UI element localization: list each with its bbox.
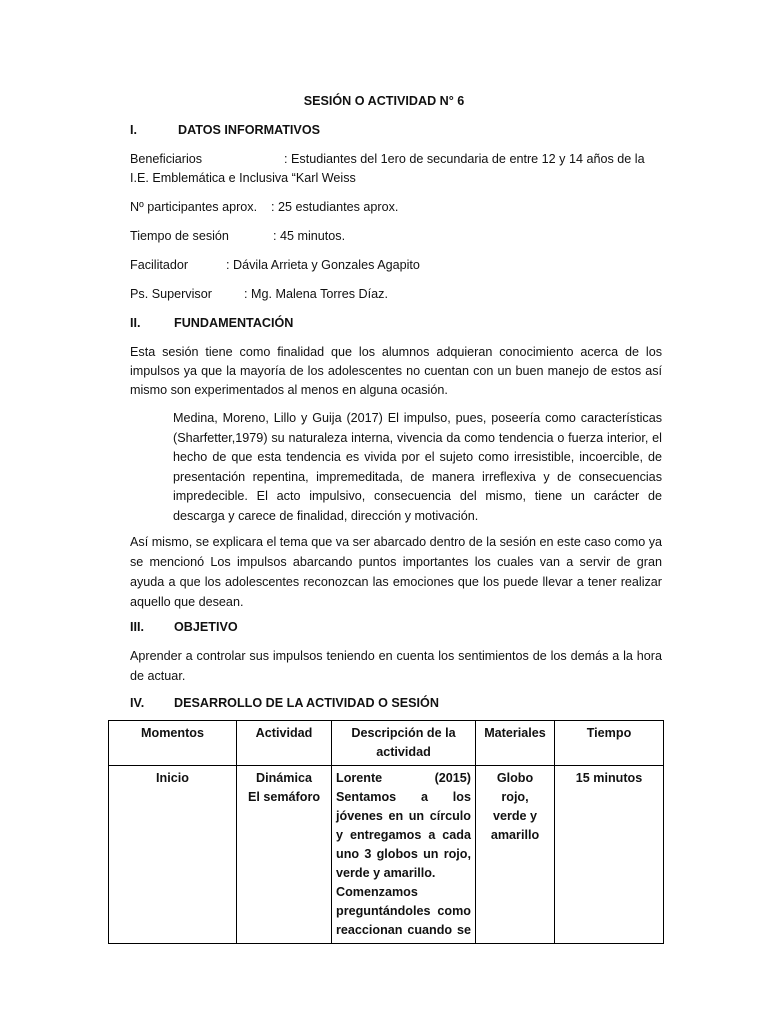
section-number: I.	[130, 123, 137, 137]
section-number: III.	[130, 620, 144, 634]
fundamentacion-paragraph-1: Esta sesión tiene como finalidad que los alumnos adquieran conocimiento acerca de los impulsos ya que la mayoría de los adolescentes no cuentan con un buen manejo de estos así mismo son experimentados al menos en alguna ocasión.	[130, 345, 662, 397]
table-row	[109, 766, 664, 944]
table-header-row	[109, 721, 664, 766]
descripcion-line: jóvenes en un círculo	[336, 809, 471, 823]
section-heading-fundamentacion	[130, 314, 650, 333]
descripcion-line: Sentamos a los	[336, 790, 471, 804]
header-tiempo: Tiempo	[555, 721, 664, 766]
document-title: SESIÓN O ACTIVIDAD N° 6	[303, 94, 465, 108]
section-title: DESARROLLO DE LA ACTIVIDAD O SESIÓN	[174, 696, 439, 710]
descripcion-line: Lorente (2015)	[336, 771, 471, 785]
info-beneficiarios	[130, 150, 202, 169]
info-value-tiempo: : 45 minutos.	[273, 229, 346, 243]
header-descripcion	[332, 721, 476, 766]
fundamentacion-quote: Medina, Moreno, Lillo y Guija (2017) El impulso, pues, poseería como características (Sharfetter,1979) su naturaleza interna, vivencia da como tendencia o fuerza interior, el hecho de que esta tendencia es vivida por el sujeto como irresistible, incoercible, de presentación repentina, impremeditada, de manera irreflexiva y de consecuencias impredecible. El acto impulsivo, consecuencia del mismo, tiene un carácter de descarga y carece de finalidad, dirección y motivación.	[173, 411, 662, 523]
section-heading-datos-informativos	[130, 121, 650, 140]
cell-actividad-line-1: Dinámica	[256, 771, 312, 785]
section-number: IV.	[130, 696, 145, 710]
descripcion-line: Comenzamos	[336, 885, 418, 899]
section-number: II.	[130, 316, 141, 330]
info-value-facilitador: : Dávila Arrieta y Gonzales Agapito	[226, 258, 420, 272]
info-value: : Estudiantes del 1ero de secundaria de entre 12 y 14 años de la	[284, 152, 645, 166]
descripcion-line: uno 3 globos un rojo,	[336, 847, 471, 861]
descripcion-line: y entregamos a cada	[336, 828, 471, 842]
info-label-tiempo: Tiempo de sesión	[130, 229, 229, 243]
cell-descripcion	[332, 766, 476, 944]
header-actividad: Actividad	[237, 721, 332, 766]
info-value-participantes: : 25 estudiantes aprox.	[271, 200, 399, 214]
section-heading-objetivo	[130, 618, 650, 637]
descripcion-line: verde y amarillo.	[336, 866, 436, 880]
info-label: Beneficiarios	[130, 152, 203, 166]
cell-actividad-line-2: El semáforo	[247, 790, 321, 804]
info-label-participantes: Nº participantes aprox.	[130, 200, 258, 214]
header-descripcion-line-1: Descripción de la	[351, 726, 456, 740]
cell-materiales	[476, 766, 555, 944]
info-label-supervisor: Ps. Supervisor	[130, 287, 212, 301]
info-value-supervisor: : Mg. Malena Torres Díaz.	[244, 287, 388, 301]
section-heading-desarrollo	[130, 694, 650, 713]
section-title: FUNDAMENTACIÓN	[174, 316, 294, 330]
objetivo-text: Aprender a controlar sus impulsos teniendo en cuenta los sentimientos de los demás a la hora de actuar.	[130, 649, 662, 683]
header-descripcion-line-2: actividad	[376, 745, 431, 759]
cell-materiales-line-3: amarillo	[490, 828, 540, 842]
descripcion-line: preguntándoles como	[336, 904, 471, 918]
cell-tiempo: 15 minutos	[555, 766, 664, 944]
section-title: DATOS INFORMATIVOS	[178, 123, 321, 137]
info-label-facilitador: Facilitador	[130, 258, 189, 272]
section-title: OBJETIVO	[174, 620, 238, 634]
info-value-continuation: I.E. Emblemática e Inclusiva “Karl Weiss	[130, 171, 356, 185]
cell-materiales-line-1: Globo rojo,	[496, 771, 534, 804]
header-momentos: Momentos	[109, 721, 237, 766]
header-materiales: Materiales	[476, 721, 555, 766]
fundamentacion-paragraph-2: Así mismo, se explicara el tema que va ser abarcado dentro de la sesión en este caso como ya se mencionó Los impulsos abarcando puntos importantes los cuales van a servir de gran ayuda a que los adolescentes reconozcan las emociones que los puede llevar a tener realizar aquello que desean.	[130, 535, 663, 609]
cell-materiales-line-2: verde y	[492, 809, 538, 823]
cell-momento: Inicio	[109, 766, 237, 944]
activity-table	[108, 720, 664, 944]
cell-actividad	[237, 766, 332, 944]
descripcion-line: reaccionan cuando se	[336, 923, 471, 937]
